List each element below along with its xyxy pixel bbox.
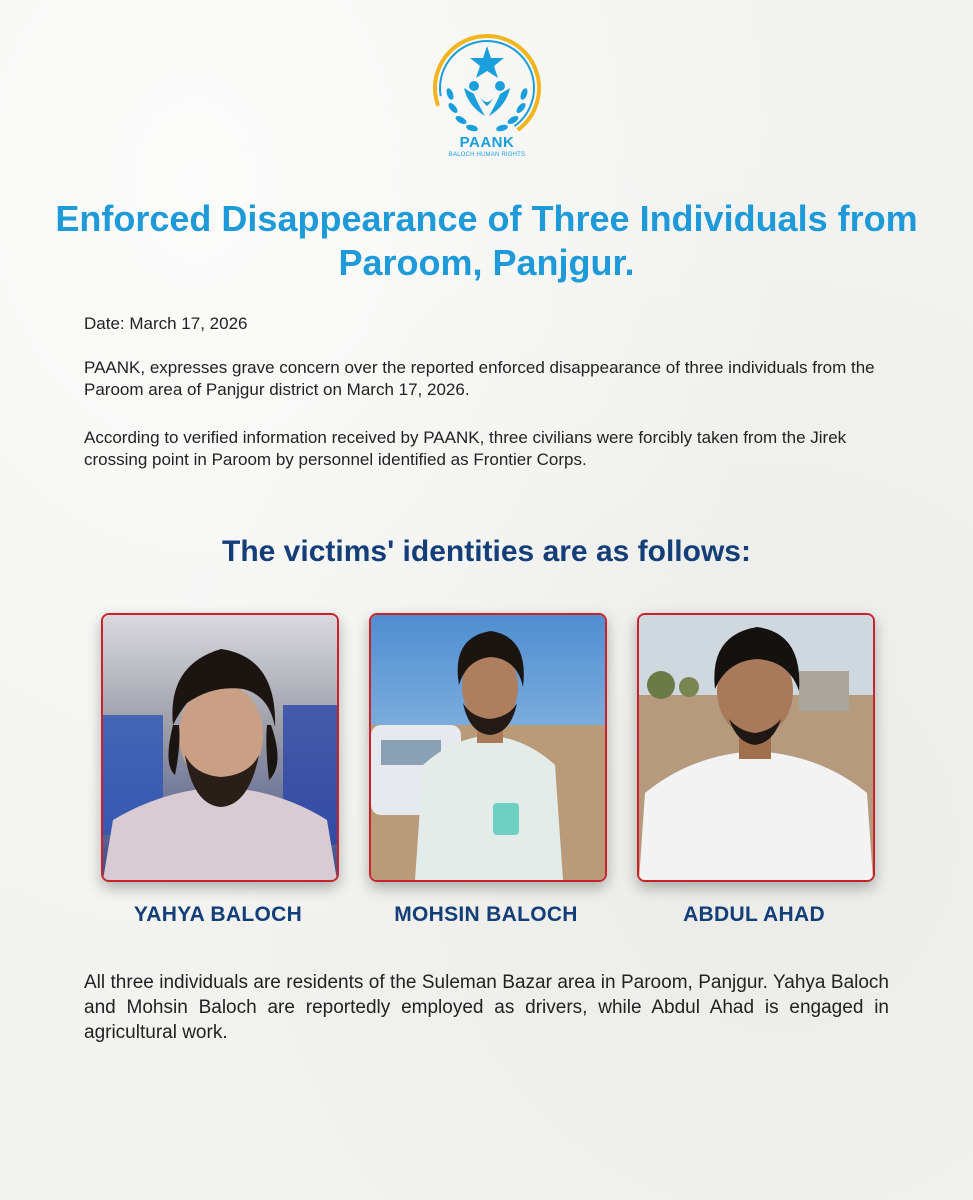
page-title: Enforced Disappearance of Three Individuals from Paroom, Panjgur. [55,198,918,283]
details-paragraph: According to verified information received by PAANK, three civilians were forcibly taken from the Jirek crossing point in Paroom by personnel identified as Frontier Corps. [84,428,847,469]
victim-name-2: MOHSIN BALOCH [394,903,578,926]
logo-text: PAANK [459,134,515,151]
person-icon [371,615,605,880]
victim-photo-2 [369,613,607,882]
victim-photo-3 [637,613,875,882]
date-line: Date: March 17, 2026 [84,314,248,333]
victim-photo-1 [101,613,339,882]
victim-name-3: ABDUL AHAD [683,903,825,926]
victim-name-1: YAHYA BALOCH [133,903,303,926]
closing-paragraph: All three individuals are residents of the Suleman Bazar area in Paroom, Panjgur. Yahya Baloch and Mohsin Baloch are reportedly employed as drivers, while Abdul Ahad is engaged in agricultural work. [84,972,889,1043]
person-icon [103,615,337,880]
intro-paragraph: PAANK, expresses grave concern over the reported enforced disappearance of three individuals from the Paroom area of Panjgur district on March 17, 2026. [84,358,875,399]
person-icon [639,615,873,880]
victims-heading: The victims' identities are as follows: [222,535,751,568]
logo-subtitle: BALOCH HUMAN RIGHTS [448,152,526,158]
